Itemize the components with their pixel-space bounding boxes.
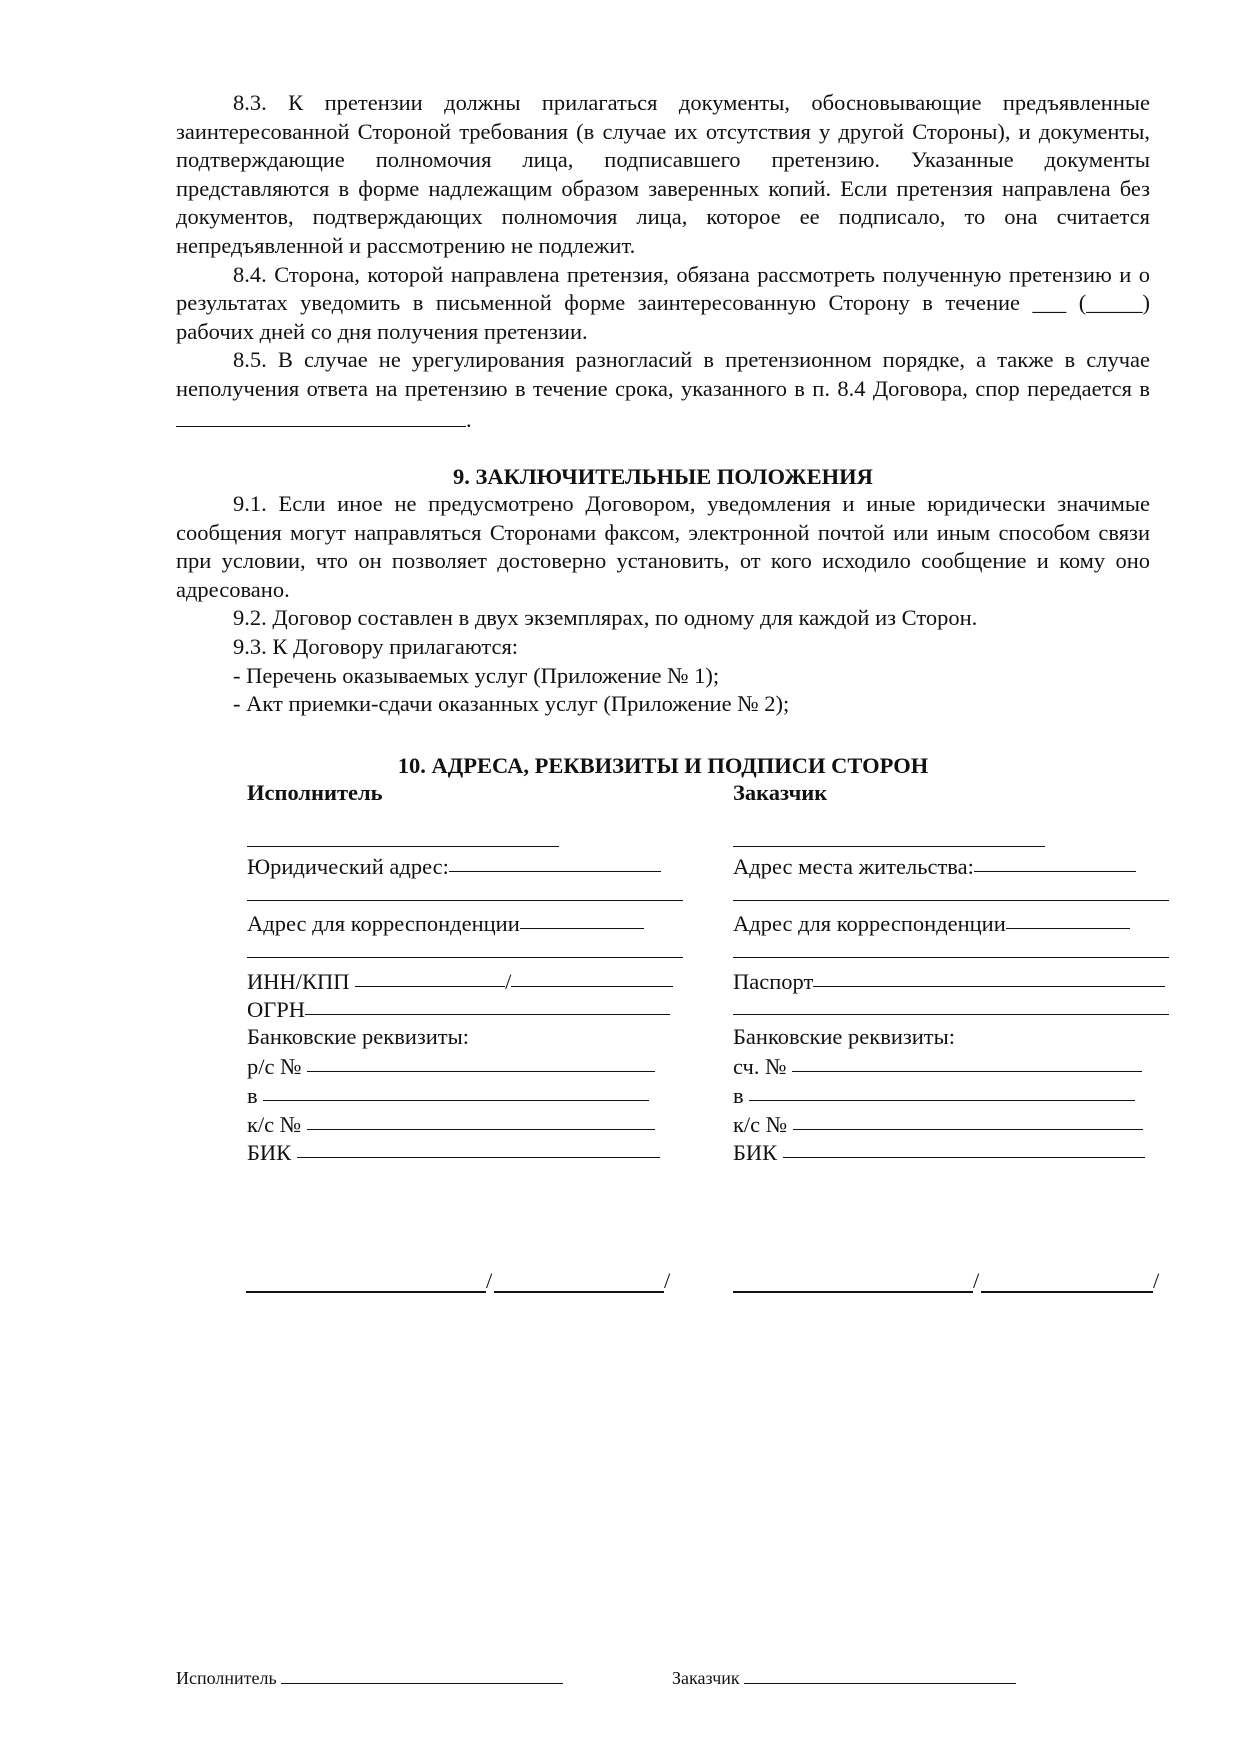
customer-residence-row-2 [733, 880, 1173, 909]
customer-residence-blank [974, 849, 1136, 872]
customer-account-blank [792, 1049, 1142, 1072]
customer-bik-label: БИК [733, 1140, 778, 1166]
customer-passport-blank [813, 964, 1165, 987]
customer-name-blank [733, 824, 1045, 847]
executor-bank-name-row [247, 1080, 687, 1109]
customer-signature-slash: / [973, 1268, 980, 1293]
customer-passport-row-2 [733, 994, 1173, 1023]
paragraph-8-3: 8.3. К претензии должны прилагаться документы, обосновывающие предъявленные заинтересованной Стороной требования (в случае их отсутствия у другой Стороны), и документы, подтверждающие полномочия лица, подписавшего претензию. Указанные документы представляются в форме надлежащим образом заверенных копий. Если претензия направлена без документов, подтверждающих полномочия лица, которое ее подписало, то она считается непредъявленной и рассмотрению не подлежит. [176, 90, 1150, 258]
executor-legal-address-row-2 [247, 880, 687, 909]
executor-requisites [247, 779, 687, 1166]
customer-bik-row [733, 1137, 1173, 1166]
executor-account-blank [307, 1049, 655, 1072]
customer-signature-line [733, 1291, 973, 1293]
executor-mail-address-row-2 [247, 937, 687, 966]
section-8 [176, 89, 1150, 434]
paragraph-8-5 [176, 346, 1150, 434]
executor-ogrn-row [247, 994, 687, 1023]
executor-bank-name-blank [263, 1078, 649, 1101]
executor-legal-address-blank-2 [247, 878, 683, 901]
executor-legal-address-blank [449, 849, 661, 872]
executor-signature-slash: / [486, 1268, 493, 1293]
executor-bank-in-label: в [247, 1082, 258, 1108]
executor-inn-blank [355, 964, 505, 987]
customer-mail-address-label: Адрес для корреспонденции [733, 911, 1006, 937]
section-10-title: 10. АДРЕСА, РЕКВИЗИТЫ И ПОДПИСИ СТОРОН [397, 753, 929, 778]
customer-account-label: сч. № [733, 1054, 787, 1080]
footer-executor [176, 1665, 563, 1689]
executor-name-blank [247, 824, 559, 847]
executor-legal-address-row [247, 851, 687, 880]
executor-account-label: р/с № [247, 1054, 302, 1080]
paragraph-9-1: 9.1. Если иное не предусмотрено Договором, уведомления и иные юридически значимые сообщения могут направляться Сторонами факсом, электронной почтой или иным способом связи при условии, что он позволяет достоверно установить, от кого исходило сообщение и кому оно адресовано. [176, 491, 1150, 602]
footer-customer-blank [744, 1665, 1016, 1684]
executor-corr-label: к/с № [247, 1111, 302, 1137]
paragraph-9-3: 9.3. К Договору прилагаются: [233, 633, 519, 659]
customer-bank-name-blank [749, 1078, 1135, 1101]
paragraph-9-2: 9.2. Договор составлен в двух экземплярах, по одному для каждой из Сторон. [233, 605, 978, 631]
customer-bank-in-label: в [733, 1082, 744, 1108]
executor-account-row [247, 1051, 687, 1080]
customer-residence-row [733, 851, 1173, 880]
attachment-item-1: - Перечень оказываемых услуг (Приложение № 1); [233, 662, 720, 688]
customer-mail-address-blank-2 [733, 935, 1169, 958]
customer-account-row [733, 1051, 1173, 1080]
executor-signature-line [246, 1291, 486, 1293]
customer-signature-slash-end: / [1153, 1268, 1160, 1293]
executor-corr-row [247, 1109, 687, 1138]
executor-mail-address-row [247, 908, 687, 937]
executor-inn-row [247, 966, 687, 995]
customer-signature-name-line [981, 1291, 1153, 1293]
customer-passport-blank-2 [733, 992, 1169, 1015]
executor-ogrn-blank [305, 992, 670, 1015]
executor-signature-name-line [494, 1291, 664, 1293]
customer-mail-address-row-2 [733, 937, 1173, 966]
customer-corr-row [733, 1109, 1173, 1138]
paragraph-8-5-text: 8.5. В случае не урегулирования разногласий в претензионном порядке, а также в случае неполучения ответа на претензию в течение срока, указанного в п. 8.4 Договора, спор передается в [176, 347, 1150, 401]
executor-kpp-blank [511, 964, 673, 987]
customer-residence-label: Адрес места жительства: [733, 854, 974, 880]
footer-executor-blank [281, 1665, 563, 1684]
customer-bank-label: Банковские реквизиты: [733, 1023, 956, 1049]
customer-residence-blank-2 [733, 878, 1169, 901]
customer-mail-address-blank [1006, 906, 1130, 929]
footer-executor-label: Исполнитель [176, 1668, 277, 1688]
executor-mail-address-label: Адрес для корреспонденции [247, 911, 520, 937]
footer-customer-label: Заказчик [672, 1668, 740, 1688]
customer-passport-label: Паспорт [733, 968, 814, 994]
executor-inn-label: ИНН/КПП [247, 968, 350, 994]
executor-mail-address-blank [520, 906, 644, 929]
section-9-title: 9. ЗАКЛЮЧИТЕЛЬНЫЕ ПОЛОЖЕНИЯ [453, 464, 873, 489]
customer-heading: Заказчик [733, 780, 828, 805]
executor-bik-label: БИК [247, 1140, 292, 1166]
customer-corr-label: к/с № [733, 1111, 788, 1137]
customer-requisites [733, 779, 1173, 1166]
executor-heading: Исполнитель [247, 780, 383, 805]
customer-passport-row [733, 966, 1173, 995]
customer-mail-address-row [733, 908, 1173, 937]
customer-bik-blank [783, 1135, 1145, 1158]
executor-inn-separator: / [505, 968, 512, 994]
executor-mail-address-blank-2 [247, 935, 683, 958]
executor-bik-blank [297, 1135, 660, 1158]
paragraph-8-5-end: . [466, 406, 472, 432]
executor-bank-label: Банковские реквизиты: [247, 1023, 470, 1049]
executor-bik-row [247, 1137, 687, 1166]
customer-bank-name-row [733, 1080, 1173, 1109]
executor-corr-blank [307, 1107, 655, 1130]
paragraph-8-4: 8.4. Сторона, которой направлена претензия, обязана рассмотреть полученную претензию и о результатах уведомить в письменной форме заинтересованную Сторону в течение ___ (_____) рабочих дней со дня получения претензии. [176, 261, 1150, 344]
executor-legal-address-label: Юридический адрес: [247, 854, 449, 880]
footer-customer [672, 1665, 1016, 1689]
court-blank [176, 404, 466, 427]
executor-signature-slash-end: / [664, 1268, 671, 1293]
attachment-item-2: - Акт приемки-сдачи оказанных услуг (Приложение № 2); [233, 691, 790, 717]
section-9 [176, 490, 1150, 719]
customer-corr-blank [793, 1107, 1143, 1130]
executor-ogrn-label: ОГРН [247, 997, 306, 1023]
